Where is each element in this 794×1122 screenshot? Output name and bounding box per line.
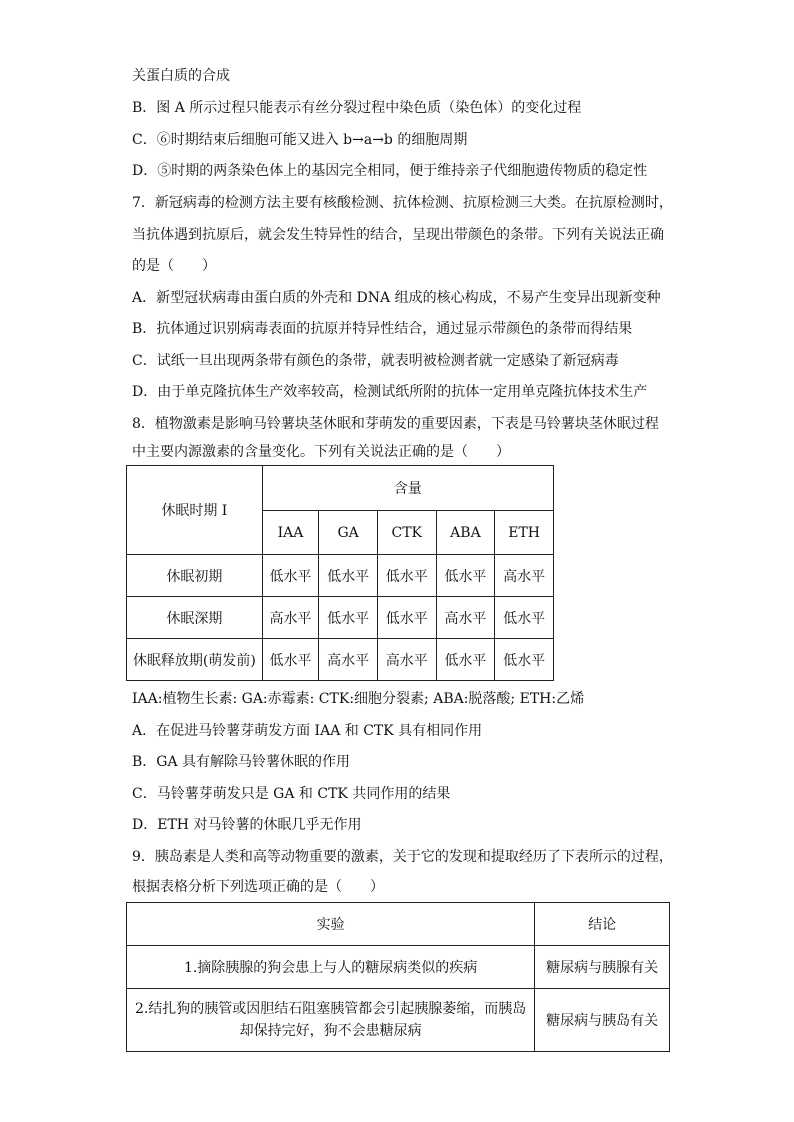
q8-option-c: C．马铃薯芽萌发只是 GA 和 CTK 共同作用的结果: [132, 786, 451, 802]
table-cell: 高水平: [377, 639, 436, 681]
table-row: [127, 555, 554, 597]
table-cell: 高水平: [262, 597, 319, 639]
text-line: 关蛋白质的合成: [132, 68, 230, 84]
table-cell: 糖尿病与胰岛有关: [535, 989, 670, 1052]
column-header: ABA: [436, 511, 495, 555]
table-row-header: 休眠时期 I: [127, 466, 263, 555]
question-9-line-1: 9．胰岛素是人类和高等动物重要的激素，关于它的发现和提取经历了下表所示的过程，: [132, 849, 673, 865]
question-9-line-2: 根据表格分析下列选项正确的是（ ）: [132, 879, 384, 895]
table-cell: 低水平: [495, 639, 554, 681]
table-cell: 低水平: [436, 639, 495, 681]
table-cell: 2.结扎狗的胰管或因胆结石阻塞胰管都会引起胰腺萎缩，而胰岛却保持完好，狗不会患糖尿病: [127, 989, 535, 1052]
insulin-table: [126, 902, 670, 1052]
table-cell: 糖尿病与胰腺有关: [535, 946, 670, 989]
q7-option-a: A．新型冠状病毒由蛋白质的外壳和 DNA 组成的核心构成，不易产生变异出现新变种: [132, 290, 661, 306]
table-cell: 低水平: [262, 639, 319, 681]
table-cell: 低水平: [262, 555, 319, 597]
column-header: ETH: [495, 511, 554, 555]
table-cell: 低水平: [377, 555, 436, 597]
table-row: [127, 597, 554, 639]
q8-option-b: B．GA 具有解除马铃薯休眠的作用: [132, 754, 351, 770]
question-8-line-1: 8．植物激素是影响马铃薯块茎休眠和芽萌发的重要因素，下表是马铃薯块茎休眠过程: [132, 416, 659, 432]
table-cell: 高水平: [495, 555, 554, 597]
q7-option-b: B．抗体通过识别病毒表面的抗原并特异性结合，通过显示带颜色的条带而得结果: [132, 321, 633, 337]
table-cell: 低水平: [319, 555, 378, 597]
table-cell: 高水平: [319, 639, 378, 681]
abbreviation-note: IAA:植物生长素: GA:赤霉素: CTK:细胞分裂素; ABA:脱落酸; ETH:乙烯: [132, 691, 585, 707]
column-header: 实验: [127, 903, 535, 946]
q8-option-d: D．ETH 对马铃薯的休眠几乎无作用: [132, 817, 362, 833]
option-d: D．⑤时期的两条染色体上的基因完全相同，便于维持亲子代细胞遗传物质的稳定性: [132, 163, 648, 179]
q7-option-c: C．试纸一旦出现两条带有颜色的条带，就表明被检测者就一定感染了新冠病毒: [132, 353, 619, 369]
q8-option-a: A．在促进马铃薯芽萌发方面 IAA 和 CTK 具有相同作用: [132, 723, 483, 739]
table-row: [127, 639, 554, 681]
question-7-line-3: 的是（ ）: [132, 258, 216, 274]
question-7-line-2: 当抗体遇到抗原后，就会发生特异性的结合，呈现出带颜色的条带。下列有关说法正确: [132, 227, 664, 243]
table-group-header: 含量: [262, 466, 553, 511]
hormone-table: [126, 465, 554, 681]
q7-option-d: D．由于单克隆抗体生产效率较高，检测试纸所附的抗体一定用单克隆抗体技术生产: [132, 384, 648, 400]
table-row: [127, 989, 670, 1052]
table-cell: 1.摘除胰腺的狗会患上与人的糖尿病类似的疾病: [127, 946, 535, 989]
column-header: CTK: [377, 511, 436, 555]
question-8-line-2: 中主要内源激素的含量变化。下列有关说法正确的是（ ）: [132, 444, 510, 460]
table-cell: 低水平: [319, 597, 378, 639]
row-label: 休眠深期: [127, 597, 263, 639]
table-cell: 低水平: [436, 555, 495, 597]
column-header: 结论: [535, 903, 670, 946]
option-b: B．图 A 所示过程只能表示有丝分裂过程中染色质（染色体）的变化过程: [132, 100, 582, 116]
table-cell: 低水平: [377, 597, 436, 639]
table-cell: 高水平: [436, 597, 495, 639]
table-cell: 低水平: [495, 597, 554, 639]
option-c: C．⑥时期结束后细胞可能又进入 b→a→b 的细胞周期: [132, 132, 468, 148]
table-row: [127, 946, 670, 989]
row-label: 休眠初期: [127, 555, 263, 597]
question-7-line-1: 7．新冠病毒的检测方法主要有核酸检测、抗体检测、抗原检测三大类。在抗原检测时，: [132, 195, 673, 211]
column-header: IAA: [262, 511, 319, 555]
row-label: 休眠释放期(萌发前): [127, 639, 263, 681]
column-header: GA: [319, 511, 378, 555]
